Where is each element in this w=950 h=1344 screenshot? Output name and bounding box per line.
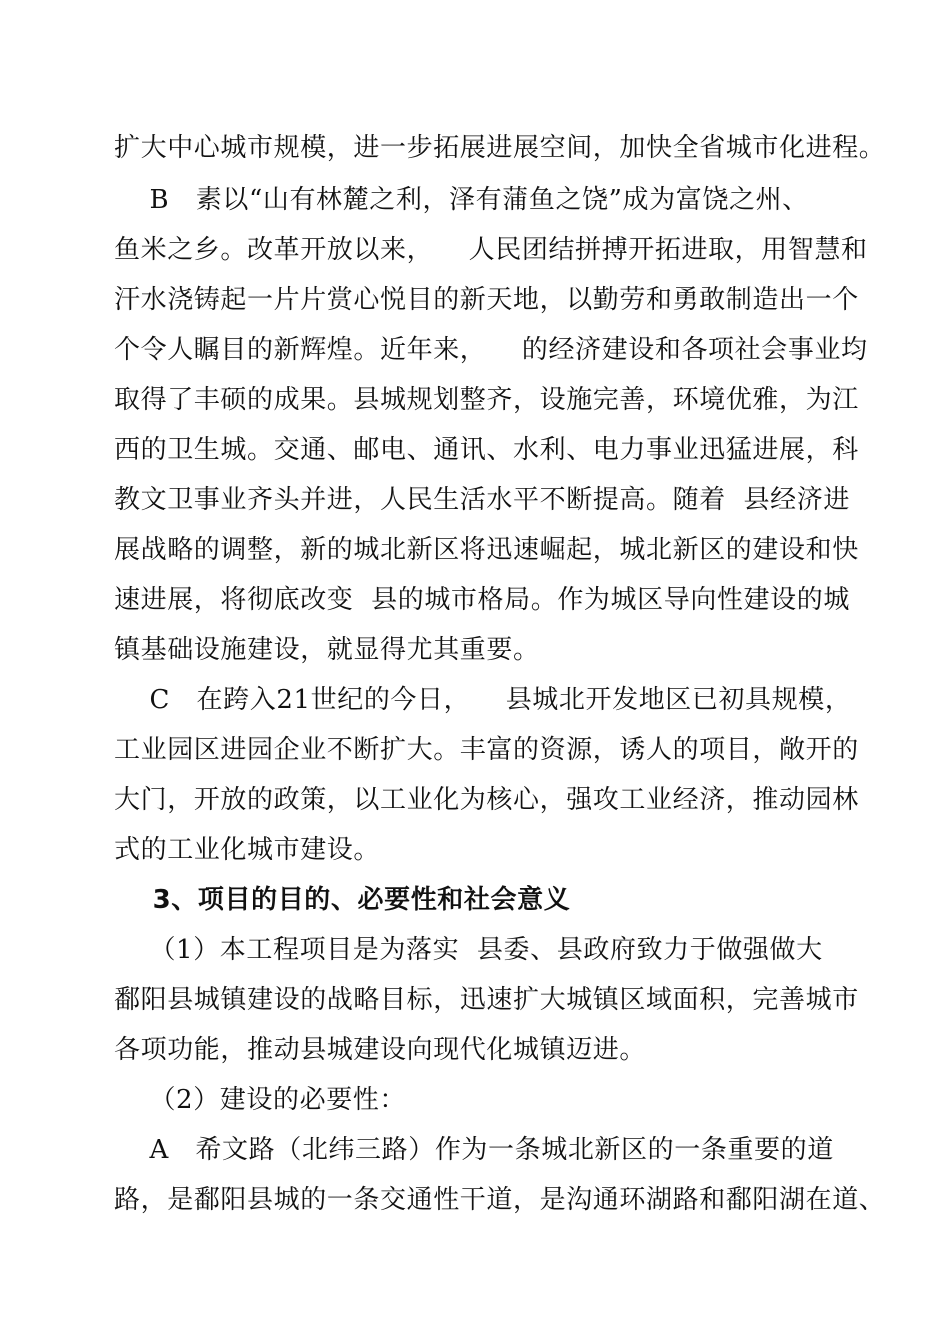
text-line: 汗水浇铸起一片片赏心悦目的新天地，以勤劳和勇敢制造出一个 [114,285,859,315]
text-line: 扩大中心城市规模，进一步拓展进展空间，加快全省城市化进程。 [114,133,886,163]
text-line: B 素以“山有林麓之利，泽有蒲鱼之饶”成为富饶之州、 [114,185,809,215]
text-line: 大门，开放的政策，以工业化为核心，强攻工业经济，推动园林 [114,785,859,815]
text-line: 速进展，将彻底改变 县的城市格局。作为城区导向性建设的城 [114,585,850,615]
text-line: 取得了丰硕的成果。县城规划整齐，设施完善，环境优雅，为江 [114,385,859,415]
text-line: 式的工业化城市建设。 [114,835,381,865]
text-line: 教文卫事业齐头并进，人民生活水平不断提高。随着 县经济进 [114,485,850,515]
text-line: C 在跨入21世纪的今日， 县城北开发地区已初具规模， [114,685,852,715]
text-line: （1）本工程项目是为落实 县委、县政府致力于做强做大 [114,935,823,965]
text-line: 工业园区进园企业不断扩大。丰富的资源，诱人的项目，敞开的 [114,735,859,765]
text-line: 鱼米之乡。改革开放以来， 人民团结拼搏开拓进取，用智慧和 [114,235,868,265]
text-line: 个令人瞩目的新辉煌。近年来， 的经济建设和各项社会事业均 [114,335,868,365]
text-line: 各项功能，推动县城建设向现代化城镇迈进。 [114,1035,647,1065]
section-heading: 3、项目的目的、必要性和社会意义 [114,885,571,915]
text-line: 西的卫生城。交通、邮电、通讯、水利、电力事业迅猛进展，科 [114,435,859,465]
text-line: A 希文路（北纬三路）作为一条城北新区的一条重要的道 [114,1135,834,1165]
text-line: 鄱阳县城镇建设的战略目标，迅速扩大城镇区域面积，完善城市 [114,985,859,1015]
text-line: 镇基础设施建设，就显得尤其重要。 [114,635,540,665]
text-line: 路，是鄱阳县城的一条交通性干道，是沟通环湖路和鄱阳湖在道、 [114,1185,886,1215]
text-line: 展战略的调整，新的城北新区将迅速崛起，城北新区的建设和快 [114,535,859,565]
text-line: （2）建设的必要性： [114,1085,407,1115]
